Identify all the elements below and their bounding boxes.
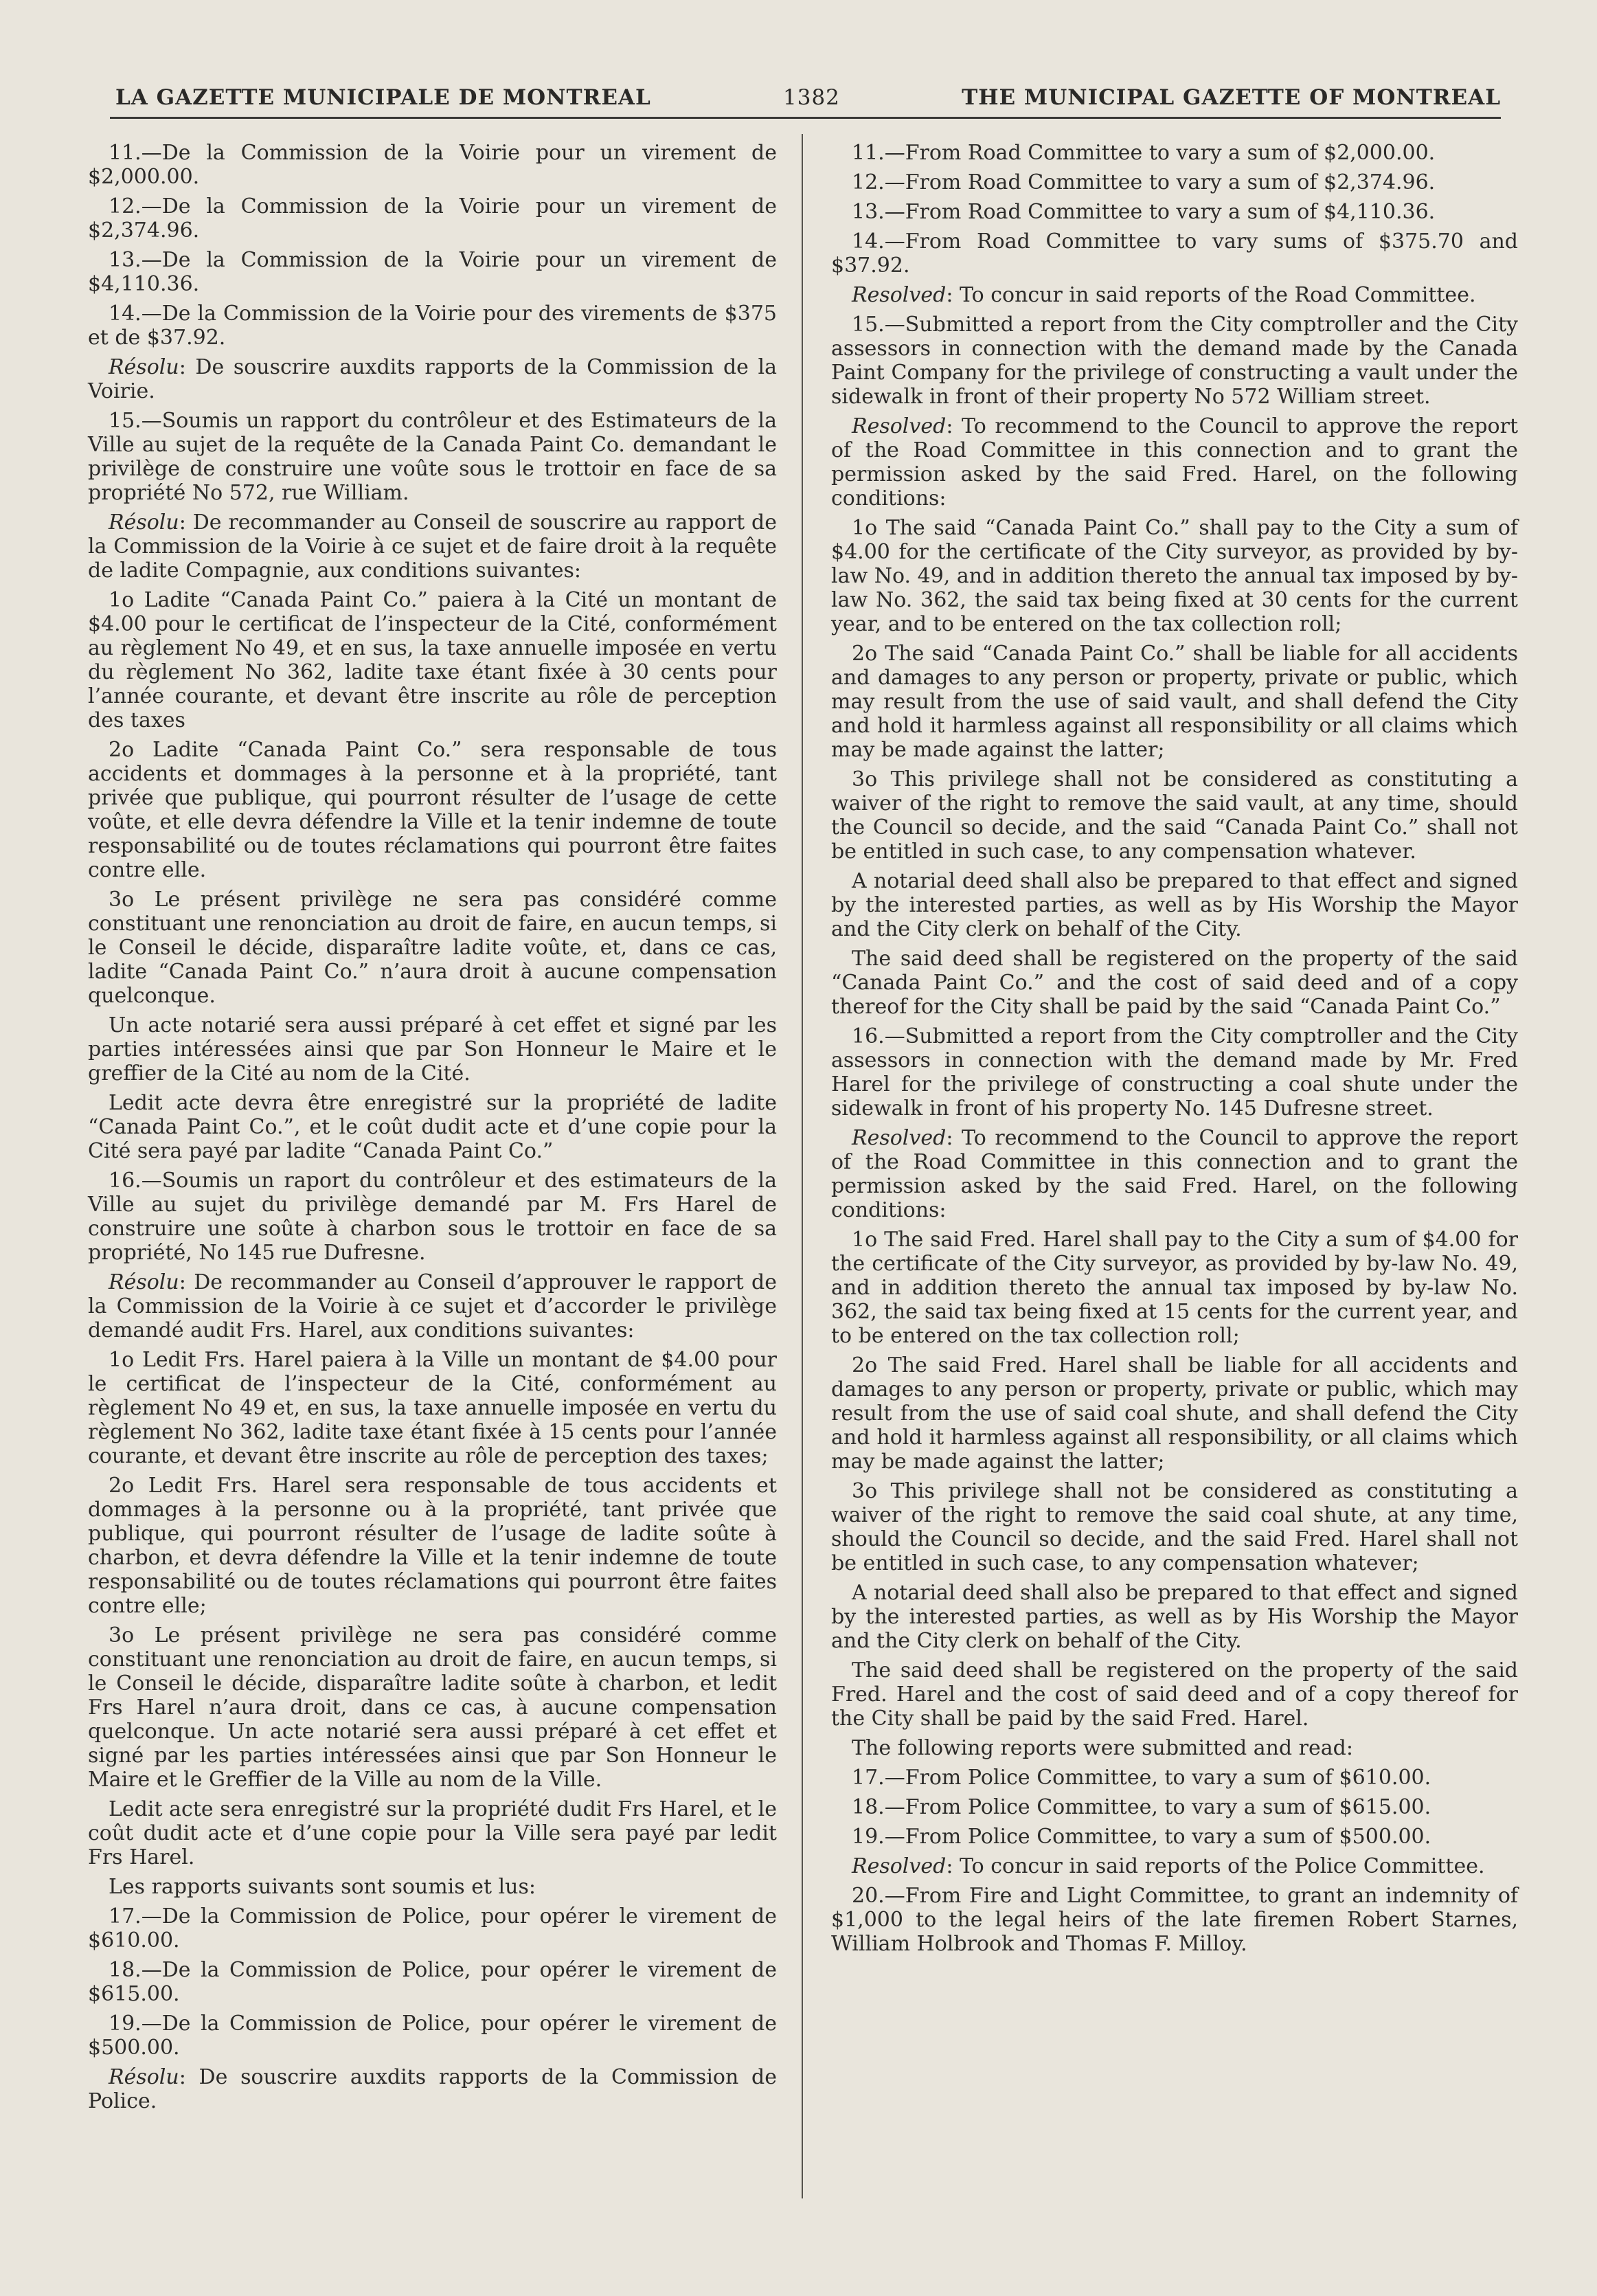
english-paragraph [831, 1854, 1518, 1878]
header-rule [110, 117, 1501, 119]
paragraph-text: The said deed shall be registered on the property of the said “Canada Paint Co.” and the cost of said deed and of a copy thereof for the City shall be paid by the said “Canada Paint Co.” [831, 947, 1518, 1019]
paragraph-text: 19.—From Police Committee, to vary a sum of $500.00. [852, 1825, 1431, 1849]
french-paragraph [88, 1797, 777, 1869]
french-paragraph [88, 1474, 777, 1618]
resolution-label: Résolu [109, 1270, 179, 1294]
paragraph-text: : De souscrire auxdits rapports de la Commission de la Voirie. [88, 355, 777, 403]
paragraph-text: Ledit acte sera enregistré sur la propriété dudit Frs Harel, et le coût dudit acte et d’une copie pour la Ville sera payé par ledit Frs Harel. [88, 1797, 777, 1869]
french-paragraph [88, 1623, 777, 1792]
paragraph-text: 14.—De la Commission de la Voirie pour des virements de $375 et de $37.92. [88, 302, 777, 350]
paragraph-text: 3o This privilege shall not be considered as constituting a waiver of the right to remove the said coal shute, at any time, should the Council so decide, and the said Fred. Harel shall not be entitled in such case, to any compensation whatever; [831, 1479, 1518, 1575]
paragraph-text: Un acte notarié sera aussi préparé à cet effet et signé par les parties intéressées ainsi que par Son Honneur le Maire et le greffier de la Cité au nom de la Cité. [88, 1013, 777, 1085]
english-column [831, 141, 1518, 1961]
paragraph-text: 1o The said “Canada Paint Co.” shall pay to the City a sum of $4.00 for the certificate of the City surveyor, as provided by by-law No. 49, and in addition thereto the annual tax imposed by by-law No. 362, the said tax being fixed at 30 cents for the current year, and to be entered on the tax collection roll; [831, 516, 1518, 636]
french-paragraph [88, 1013, 777, 1085]
paragraph-text: 3o This privilege shall not be considered as constituting a waiver of the right to remove the said vault, at any time, should the Council so decide, and the said “Canada Paint Co.” shall not be entitled in such case, to any compensation whatever. [831, 767, 1518, 864]
paragraph-text: : De souscrire auxdits rapports de la Commission de Police. [88, 2065, 777, 2113]
english-paragraph [831, 1024, 1518, 1121]
paragraph-text: 1o Ladite “Canada Paint Co.” paiera à la Cité un montant de $4.00 pour le certificat de l’inspecteur de la Cité, conformément au règlement No 49, et en sus, la taxe annuelle imposée en vertu du règlement No 362, ladite taxe étant fixée à 30 cents pour l’année courante, et devant être inscrite au rôle de perception des taxes [88, 588, 777, 732]
column-divider [802, 134, 803, 2198]
french-paragraph [88, 888, 777, 1008]
paragraph-text: 3o Le présent privilège ne sera pas considéré comme constituant une renonciation au droit de faire, en aucun temps, si le Conseil le décide, disparaître ladite voûte, et, dans ce cas, ladite “Canada Paint Co.” n’aura droit à aucune compensation quelconque. [88, 888, 777, 1008]
english-paragraph [831, 1658, 1518, 1731]
french-paragraph [88, 248, 777, 296]
resolution-label: Résolu [109, 510, 179, 534]
english-paragraph [831, 414, 1518, 510]
resolution-label: Resolved [852, 283, 947, 307]
english-paragraph [831, 1353, 1518, 1474]
resolution-label: Resolved [852, 1854, 947, 1878]
paragraph-text: 11.—De la Commission de la Voirie pour un virement de $2,000.00. [88, 141, 777, 189]
english-paragraph [831, 1228, 1518, 1348]
resolution-label: Résolu [109, 2065, 179, 2089]
french-paragraph [88, 141, 777, 189]
paragraph-text: 17.—From Police Committee, to vary a sum of $610.00. [852, 1766, 1431, 1790]
paragraph-text: 1o The said Fred. Harel shall pay to the City a sum of $4.00 for the certificate of the City surveyor, as provided by by-law No. 49, and in addition thereto the annual tax imposed by by-law No. 362, the said tax being fixed at 15 cents for the current year, and to be entered on the tax collection roll; [831, 1228, 1518, 1348]
paragraph-text: 16.—Submitted a report from the City comptroller and the City assessors in connection with the demand made by Mr. Fred Harel for the privilege of constructing a coal shute under the sidewalk in front of his property No. 145 Dufresne street. [831, 1024, 1518, 1121]
french-paragraph [88, 1958, 777, 2006]
paragraph-text: Les rapports suivants sont soumis et lus: [109, 1875, 536, 1899]
french-paragraph [88, 409, 777, 505]
english-paragraph [831, 313, 1518, 409]
paragraph-text: : De recommander au Conseil de souscrire au rapport de la Commission de la Voirie à ce sujet et de faire droit à la requête de ladite Compagnie, aux conditions suivantes: [88, 510, 777, 583]
english-paragraph [831, 947, 1518, 1019]
header-english-title: THE MUNICIPAL GAZETTE OF MONTREAL [962, 85, 1501, 110]
english-paragraph [831, 283, 1518, 307]
english-paragraph [831, 1126, 1518, 1222]
french-paragraph [88, 1091, 777, 1163]
paragraph-text: 2o The said “Canada Paint Co.” shall be liable for all accidents and damages to any person or property, private or public, which may result from the use of said vault, and shall defend the City and hold it harmless against all responsibility or all claims which may be made against the latter; [831, 642, 1518, 762]
paragraph-text: : De recommander au Conseil d’approuver le rapport de la Commission de la Voirie à ce sujet et d’accorder le privilège demandé audit Frs. Harel, aux conditions suivantes: [88, 1270, 777, 1342]
paragraph-text: 2o Ladite “Canada Paint Co.” sera responsable de tous accidents et dommages à la personne et à la propriété, tant privée que publique, qui pourront résulter de l’usage de cette voûte, et elle devra défendre la Ville et la tenir indemne de toute responsabilité ou de toutes réclamations qui pourront être faites contre elle. [88, 738, 777, 882]
paragraph-text: 11.—From Road Committee to vary a sum of $2,000.00. [852, 141, 1436, 165]
french-column [88, 141, 777, 2119]
french-paragraph [88, 355, 777, 403]
paragraph-text: 19.—De la Commission de Police, pour opérer le virement de $500.00. [88, 2012, 777, 2060]
paragraph-text: 13.—From Road Committee to vary a sum of $4,110.36. [852, 200, 1436, 224]
english-paragraph [831, 200, 1518, 224]
resolution-label: Resolved [852, 414, 947, 438]
paragraph-text: : To recommend to the Council to approve the report of the Road Committee in this connection and to grant the permission asked by the said Fred. Harel, on the following conditions: [831, 414, 1518, 510]
paragraph-text: 12.—De la Commission de la Voirie pour un virement de $2,374.96. [88, 194, 777, 243]
french-paragraph [88, 1169, 777, 1265]
french-paragraph [88, 1875, 777, 1899]
paragraph-text: The said deed shall be registered on the property of the said Fred. Harel and the cost of said deed and of a copy thereof for the City shall be paid by the said Fred. Harel. [831, 1658, 1518, 1731]
french-paragraph [88, 510, 777, 583]
paragraph-text: 18.—De la Commission de Police, pour opérer le virement de $615.00. [88, 1958, 777, 2006]
english-paragraph [831, 1766, 1518, 1790]
paragraph-text: 17.—De la Commission de Police, pour opérer le virement de $610.00. [88, 1904, 777, 1952]
english-paragraph [831, 1736, 1518, 1760]
french-paragraph [88, 1348, 777, 1468]
french-paragraph [88, 1270, 777, 1342]
paragraph-text: 18.—From Police Committee, to vary a sum of $615.00. [852, 1795, 1431, 1819]
paragraph-text: 2o Ledit Frs. Harel sera responsable de tous accidents et dommages à la personne ou à la propriété, tant privée que publique, qui pourront résulter de l’usage de ladite soûte à charbon, et devra défendre la Ville et la tenir indemne de toute responsabilité ou de toutes réclamations qui pourront être faites contre elle; [88, 1474, 777, 1618]
paragraph-text: 14.—From Road Committee to vary sums of $375.70 and $37.92. [831, 229, 1518, 278]
english-paragraph [831, 516, 1518, 636]
paragraph-text: 2o The said Fred. Harel shall be liable for all accidents and damages to any person or property, private or public, which may result from the use of said coal shute, and shall defend the City and hold it harmless against all responsibility, or all claims which may be made against the latter; [831, 1353, 1518, 1474]
paragraph-text: 16.—Soumis un raport du contrôleur et des estimateurs de la Ville au sujet du privilège demandé par M. Frs Harel de construire une soûte à charbon sous le trottoir en face de sa propriété, No 145 rue Dufresne. [88, 1169, 777, 1265]
french-paragraph [88, 302, 777, 350]
english-paragraph [831, 141, 1518, 165]
header-french-title: LA GAZETTE MUNICIPALE DE MONTREAL [115, 85, 651, 110]
paragraph-text: 3o Le présent privilège ne sera pas considéré comme constituant une renonciation au droit de faire, en aucun temps, si le Conseil le décide, disparaître ladite soûte à charbon, et ledit Frs Harel n’aura droit, dans ce cas, à aucune compensation quelconque. Un acte notarié sera aussi préparé à cet effet et signé par les parties intéressées ainsi que par Son Honneur le Maire et le Greffier de la Ville au nom de la Ville. [88, 1623, 777, 1792]
french-paragraph [88, 2012, 777, 2060]
paragraph-text: : To concur in said reports of the Police Committee. [946, 1854, 1485, 1878]
french-paragraph [88, 738, 777, 882]
english-paragraph [831, 1825, 1518, 1849]
english-paragraph [831, 767, 1518, 864]
paragraph-text: 1o Ledit Frs. Harel paiera à la Ville un montant de $4.00 pour le certificat de l’inspecteur de la Cité, conformément au règlement No 49 et, en sus, la taxe annuelle imposée en vertu du règlement No 362, ladite taxe étant fixée à 15 cents pour l’année courante, et devant être inscrite au rôle de perception des taxes; [88, 1348, 777, 1468]
paragraph-text: The following reports were submitted and read: [852, 1736, 1353, 1760]
english-paragraph [831, 869, 1518, 941]
paragraph-text: : To concur in said reports of the Road Committee. [946, 283, 1476, 307]
english-paragraph [831, 642, 1518, 762]
paragraph-text: Ledit acte devra être enregistré sur la propriété de ladite “Canada Paint Co.”, et le coût dudit acte et d’une copie pour la Cité sera payé par ladite “Canada Paint Co.” [88, 1091, 777, 1163]
english-paragraph [831, 229, 1518, 278]
english-paragraph [831, 1479, 1518, 1575]
english-paragraph [831, 170, 1518, 194]
paragraph-text: 15.—Submitted a report from the City comptroller and the City assessors in connection with the demand made by the Canada Paint Company for the privilege of constructing a vault under the sidewalk in front of their property No 572 William street. [831, 313, 1518, 409]
french-paragraph [88, 1904, 777, 1952]
french-paragraph [88, 588, 777, 732]
paragraph-text: A notarial deed shall also be prepared to that effect and signed by the interested parties, as well as by His Worship the Mayor and the City clerk on behalf of the City. [831, 869, 1518, 941]
french-paragraph [88, 2065, 777, 2113]
paragraph-text: 13.—De la Commission de la Voirie pour un virement de $4,110.36. [88, 248, 777, 296]
resolution-label: Résolu [109, 355, 179, 379]
page-number: 1382 [783, 85, 840, 110]
paragraph-text: 20.—From Fire and Light Committee, to grant an indemnity of $1,000 to the legal heirs of the late firemen Robert Starnes, William Holbrook and Thomas F. Milloy. [831, 1884, 1518, 1956]
resolution-label: Resolved [852, 1126, 947, 1150]
paragraph-text: 15.—Soumis un rapport du contrôleur et des Estimateurs de la Ville au sujet de la requête de la Canada Paint Co. demandant le privilège de construire une voûte sous le trottoir en face de sa propriété No 572, rue William. [88, 409, 777, 505]
french-paragraph [88, 194, 777, 243]
paragraph-text: A notarial deed shall also be prepared to that effect and signed by the interested parties, as well as by His Worship the Mayor and the City clerk on behalf of the City. [831, 1581, 1518, 1653]
english-paragraph [831, 1884, 1518, 1956]
english-paragraph [831, 1795, 1518, 1819]
paragraph-text: : To recommend to the Council to approve the report of the Road Committee in this connection and to grant the permission asked by the said Fred. Harel, on the following conditions: [831, 1126, 1518, 1222]
paragraph-text: 12.—From Road Committee to vary a sum of $2,374.96. [852, 170, 1436, 194]
english-paragraph [831, 1581, 1518, 1653]
page-header [110, 81, 1501, 115]
